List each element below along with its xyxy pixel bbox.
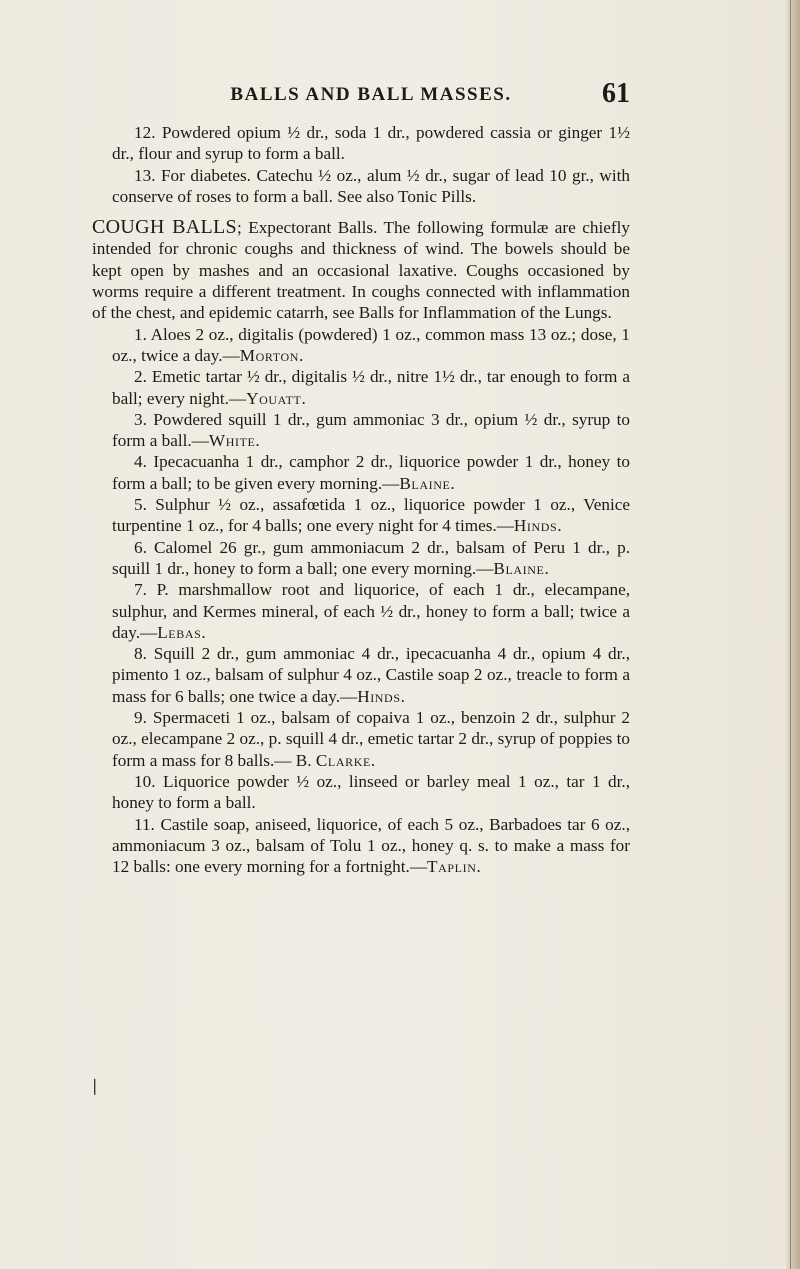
cough-recipe-1 [112,324,630,367]
author: Clarke. [315,750,376,770]
recipe-text: 3. Powdered squill 1 dr., gum ammoniac 3 dr., opium ½ dr., syrup to form a ball.— [112,409,630,451]
recipe-text: 5. Sulphur ½ oz., assafœtida 1 oz., liquorice powder 1 oz., Venice turpentine 1 oz., for 4 balls; one every night for 4 times.— [112,495,630,536]
cough-recipe-7 [112,579,630,643]
cough-recipe-3 [112,409,630,452]
margin-mark: ❘ [88,1078,102,1095]
author: Hinds. [357,686,406,706]
recipe-text: 6. Calomel 26 gr., gum ammoniacum 2 dr., balsam of Peru 1 dr., p. squill 1 dr., honey to form a ball; one every morning.— [112,537,630,578]
author: Blaine. [493,558,550,578]
page-edge [786,0,800,1269]
recipe-text: 4. Ipecacuanha 1 dr., camphor 2 dr., liquorice powder 1 dr., honey to form a ball; to be given every morning.— [112,452,630,493]
author: Youatt. [246,388,307,408]
page-edge-line [790,0,791,1269]
recipe-13: 13. For diabetes. Catechu ½ oz., alum ½ dr., sugar of lead 10 gr., with conserve of roses to form a ball. See also Tonic Pills. [112,165,630,206]
recipe-text: 8. Squill 2 dr., gum ammoniac 4 dr., ipecacuanha 4 dr., opium 4 dr., pimento 1 oz., balsam of sulphur 4 oz., Castile soap 2 oz., treacle to form a mass for 6 balls; one twice a day.— [112,644,630,706]
cough-recipe-9 [112,707,630,771]
section-heading: COUGH BALLS [92,216,237,239]
recipe-text: 11. Castile soap, aniseed, liquorice, of each 5 oz., Barbadoes tar 6 oz., ammoniacum 3 oz., balsam of Tolu 1 oz., honey q. s. to make a mass for 12 balls: one every morning for a fortnight.— [112,814,630,877]
page-header [112,80,630,112]
cough-recipe-11 [112,814,630,878]
cough-recipe-4 [112,451,630,494]
page-number: 61 [602,78,630,109]
author: Taplin. [427,857,482,877]
recipe-text: 7. P. marshmallow root and liquorice, of each 1 dr., elecampane, sulphur, and Kermes mineral, of each ½ dr., honey to form a ball; twice a day.— [112,580,630,642]
recipe-text: 1. Aloes 2 oz., digitalis (powdered) 1 oz., common mass 13 oz.; dose, 1 oz., twice a day.— [112,324,630,365]
cough-recipe-5 [112,494,630,537]
recipe-text: 2. Emetic tartar ½ dr., digitalis ½ dr., nitre 1½ dr., tar enough to form a ball; every night.— [112,367,630,408]
author: Morton. [239,345,304,365]
cough-recipe-8 [112,643,630,707]
cough-recipe-10 [112,771,630,814]
section-intro: ; Expectorant Balls. The following formulæ are chiefly intended for chronic coughs and thickness of wind. The bowels should be kept open by mashes and an occasional laxative. Coughs occasioned by worms require a different treatment. In coughs connected with inflammation of the chest, and epidemic catarrh, see Balls for Inflammation of the Lungs. [92,218,630,323]
recipe-12: 12. Powdered opium ½ dr., soda 1 dr., powdered cassia or ginger 1½ dr., flour and syrup to form a ball. [112,123,630,164]
author: Lebas. [157,622,207,642]
cough-balls-section [92,217,630,323]
author: Hinds. [513,516,563,536]
recipe-text: 9. Spermaceti 1 oz., balsam of copaiva 1 oz., benzoin 2 dr., sulphur 2 oz., elecampane 2 oz., p. squill 4 dr., emetic tartar 2 dr., syrup of poppies to form a mass for 8 balls.— B. [112,708,630,770]
running-head: BALLS AND BALL MASSES. [230,84,512,105]
cough-recipe-6 [112,537,630,580]
recipe-text: 10. Liquorice powder ½ oz., linseed or barley meal 1 oz., tar 1 dr., honey to form a ball. [112,771,630,813]
page-text [92,122,630,877]
author: Blaine. [399,473,456,493]
cough-recipe-2 [112,366,630,409]
author: White. [208,431,261,451]
